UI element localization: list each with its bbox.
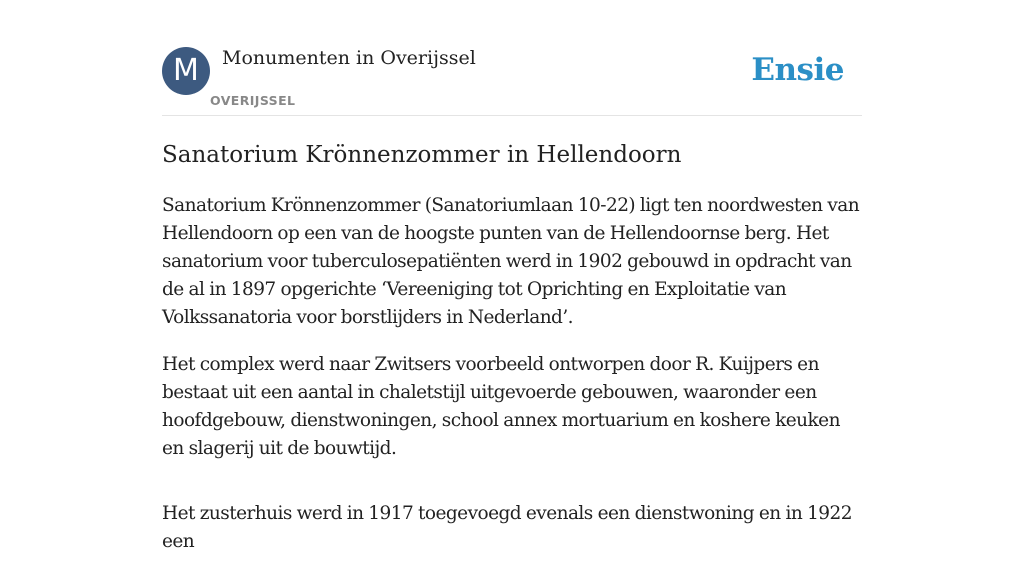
paragraph-3: Het zusterhuis werd in 1917 toegevoegd evenals een dienstwoning en in 1922 een (162, 503, 852, 552)
article-header (162, 0, 862, 116)
category-link[interactable]: OVERIJSSEL (210, 93, 296, 108)
paragraph-2: Het complex werd naar Zwitsers voorbeeld ontworpen door R. Kuijpers en bestaat uit een aantal in chaletstijl uitgevoerde gebouwen, waaronder een hoofdgebouw, dienstwoningen, school annex mortuarium en koshere keuken en slagerij uit de bouwtijd. (162, 354, 840, 459)
article-body (162, 192, 862, 575)
avatar[interactable]: M (162, 47, 210, 95)
ensie-logo[interactable]: Ensie (751, 52, 844, 88)
author-name-link[interactable]: Monumenten in Overijssel (222, 47, 476, 69)
article-page (162, 0, 862, 552)
paragraph-1: Sanatorium Krönnenzommer (Sanatoriumlaan 10-22) ligt ten noordwesten van Hellendoorn op een van de hoogste punten van de Hellendoornse berg. Het sanatorium voor tuberculosepatiënten werd in 1902 gebouwd in opdracht van de al in 1897 opgerichte ‘Vereeniging tot Oprichting en Exploitatie van Volkssanatoria voor borstlijders in Nederland’. (162, 195, 860, 328)
page-title: Sanatorium Krönnenzommer in Hellendoorn (162, 142, 682, 168)
